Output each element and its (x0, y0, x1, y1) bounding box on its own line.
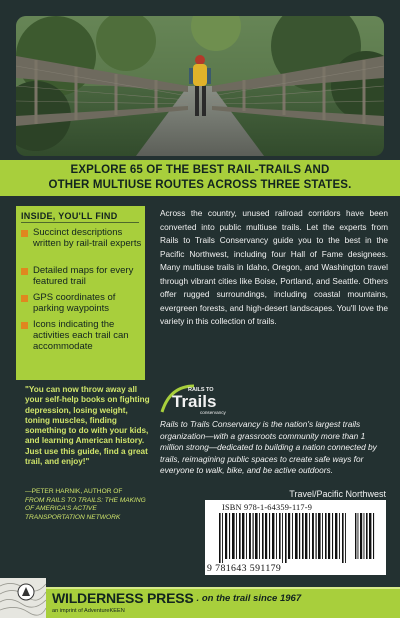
quote-book-title: FROM RAILS TO TRAILS: THE MAKING OF AMERICA'S ACTIVE TRANSPORTATION NETWORK (25, 496, 146, 521)
endorsement-quote: "You can now throw away all your self-help books on fighting depression, losing weight, toning muscles, finding something to do with your kids, and learning American history. Just use this guide, find a great trail, and enjoy!" (25, 385, 150, 467)
headline-line1-bold: 65 OF THE BEST (129, 164, 224, 176)
inside-title: INSIDE, YOU'LL FIND (21, 211, 118, 221)
bullet-icon (21, 230, 28, 237)
book-category: Travel/Pacific Northwest (289, 489, 386, 499)
quote-attribution (25, 488, 150, 522)
quote-author: —PETER HARNIK, AUTHOR OF (25, 488, 123, 495)
logo-small-top: RAILS TO (188, 387, 214, 393)
mission-statement: Rails to Trails Conservancy is the nation's largest trails organization—with a grassroots community more than 1 million strong—dedicated to building a nation connected by trails, reimagining public spaces to create safe ways for everyone to walk, bike, and be active outdoors. (160, 419, 377, 476)
bullet-icon (21, 322, 28, 329)
headline-text (0, 163, 400, 193)
inside-item: Succinct descriptions written by rail-trail experts (33, 227, 142, 249)
headline-line1-pre: EXPLORE (70, 164, 130, 176)
book-description: Across the country, unused railroad corridors have been converted into public multiuse trails. Let the experts from Rails to Trails Conservancy guide you to the best in the Pacific Northwest, including four Hall of Fame designees. Many multiuse trails in Idaho, Oregon, and Washington travel through vibrant cities like Boise, Portland, and Seattle. Others offer rugged surroundings, including coastal mountains, evergreen forests, and high-desert landscapes. You'll love the variety in this collection of trails. (160, 208, 388, 326)
bullet-icon (21, 268, 28, 275)
cover-photo-trail-bridge (16, 16, 384, 156)
topo-map-icon (0, 578, 46, 618)
publisher-imprint: an imprint of AdventureKEEN (52, 608, 125, 614)
headline-line2: OTHER MULTIUSE ROUTES ACROSS THREE STATES. (48, 179, 352, 191)
inside-divider (21, 222, 139, 223)
inside-item: Icons indicating the activities each trail can accommodate (33, 319, 129, 352)
publisher-name: WILDERNESS PRESS (52, 590, 194, 606)
bullet-icon (21, 295, 28, 302)
inside-item: GPS coordinates of parking waypoints (33, 292, 116, 314)
inside-item: Detailed maps for every featured trail (33, 265, 134, 287)
logo-small-bottom: conservancy (200, 410, 226, 415)
isbn-label: ISBN 978-1-64359-117-9 (222, 503, 313, 512)
isbn-digits: 9 781643 591179 (207, 563, 282, 574)
rails-to-trails-logo (160, 382, 270, 421)
logo-wordmark: Trails (172, 392, 217, 411)
publisher-tagline: . . . on the trail since 1967 (186, 593, 302, 604)
headline-line1-post: RAIL-TRAILS AND (224, 164, 330, 176)
